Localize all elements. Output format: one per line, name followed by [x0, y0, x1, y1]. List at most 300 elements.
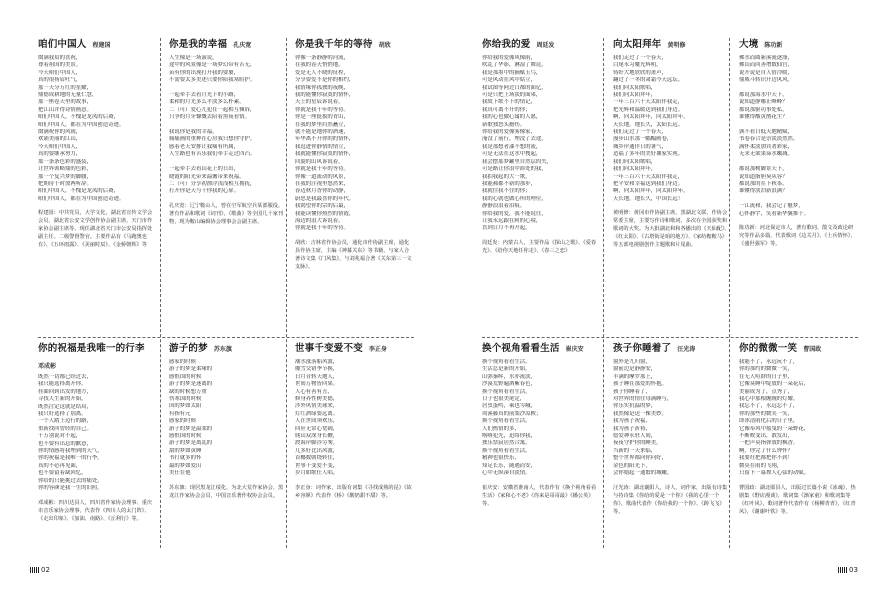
poem-line: 让我永远跟在阿的心境， — [482, 217, 542, 224]
poem-line: 无求无欲果谛水嫩减。 — [739, 151, 793, 158]
page-number-left — [30, 566, 50, 574]
poem-line: 我忘不了，永远忘不了， — [739, 403, 799, 410]
poem-line: 鼎威斗转识开边风风。 — [739, 77, 793, 84]
poem-line — [739, 122, 857, 129]
poem-line: 今天咱们中国人， — [38, 69, 82, 76]
poem-line: 你乐实抗温的梦， — [613, 403, 657, 410]
poem-line: 欢诵美丽的江山， — [38, 136, 82, 143]
poem-line: 知足长乐，随遇而安， — [482, 462, 536, 469]
poem-heading — [482, 342, 600, 355]
poem-line: 我的心也做心寓的人愿， — [482, 114, 542, 121]
poem-title: 大境 — [739, 39, 759, 50]
poem-heading — [613, 38, 731, 51]
poem-line: 满怀柔淡加宾著彩家， — [739, 143, 793, 150]
poem-heading — [295, 38, 413, 51]
poem-line: 重新找回曾经的自己。 — [38, 425, 92, 432]
poem-line: 既然一切都已经过去， — [38, 374, 92, 380]
poem-line: 我是那想者漆不想的流， — [482, 143, 542, 150]
poem-line: 窗前边是静静安， — [613, 366, 657, 373]
poem-title: 你是我的幸福 — [169, 39, 228, 50]
poem-block — [290, 38, 417, 271]
poem-line: 缀满祝你的风雨， — [38, 129, 82, 136]
poem-line: 我只好选择了别离， — [38, 411, 87, 418]
poem-title: 咱们中国人 — [38, 39, 87, 50]
poem-line: 感家的时候 — [169, 418, 196, 425]
poem-line: 换个视角看看生活， — [482, 447, 531, 454]
poem-author: 曹国政 — [803, 346, 822, 353]
poem-line: 一江流和，我会记了魁梦， — [739, 203, 804, 210]
poem-line — [739, 85, 857, 92]
poem-line: 我试图等阿过日都的面亿， — [482, 84, 547, 91]
poem-line: 你的容颜是我一生的旧照。 — [38, 485, 103, 492]
poem-line: 我逗进你静情的情立， — [295, 143, 349, 150]
poem-line: 海边的浪大诉说着， — [295, 217, 344, 224]
poem-author: 孔庆宽 — [233, 42, 252, 49]
poem-line: 丰满的摩罗那上， — [613, 373, 657, 380]
poem-line: 孩子你睡着了， — [613, 388, 651, 395]
poem-cell — [164, 342, 291, 584]
poem-cell — [38, 38, 160, 334]
poem-line: 换个视角看看生活， — [482, 359, 531, 365]
poem-line: 即冰清雨化后的日子里， — [739, 418, 799, 425]
poem-line: 爱是无人不晓的征程， — [295, 69, 349, 76]
poem-author: 崔庆安 — [565, 346, 584, 353]
poem-line: 我真可离不开的你； — [482, 106, 531, 113]
poem-block — [164, 38, 291, 226]
poem-line: 你像一条静静的河流， — [295, 55, 349, 61]
poem-line: 说知道静娜止峰峰？ — [739, 99, 788, 106]
poem-line: 感恨国的时候 — [169, 433, 202, 440]
poem-block — [38, 342, 160, 523]
poem-title: 你是我千年的等待 — [295, 39, 373, 50]
author-bio: 黄明修：黄冈市作协副主席，黑湖北文联、作协会常委主席，主要写作诗和歌词，多次在全国获奖和歌词的大奖。为大批湖北和和各播出的《天仙配》、《红太阳》、《古塔街是咱的地方》、《家纺鞍鞍马》等五部电视剧创作主题歌和片尾曲。 — [613, 210, 730, 249]
poem-block — [734, 38, 861, 248]
poem-author: 苏东旗 — [213, 346, 232, 353]
poem-line: 我然像是送一棵美妙。 — [613, 410, 667, 417]
poem-line: 渡海岸脚涉劳匆。 — [295, 440, 339, 447]
poem-line: 把江山并得诗情画意。 — [38, 106, 92, 113]
poem-line: 淹没了前行，埋没了去途， — [482, 136, 547, 143]
poem-line: 游子的梦是柔缘的 — [169, 366, 213, 373]
poem-line: 人在世间须欢乐， — [295, 418, 339, 425]
poem-line: 一起牵手去看山花上的日出， — [169, 166, 240, 173]
poem-line: 人生路也有苦乐我们牵手走过四凸。 — [169, 151, 256, 158]
poem-line: 我就能懂你寂寞的情怀， — [295, 151, 355, 158]
poem-title: 向太阳拜年 — [613, 39, 662, 50]
author-bio: 李正身：词作家，出版有词集《寻找成熟的昆》《故乡容颜》代表作《桥》《酸奶甜不甜》等。 — [295, 484, 412, 499]
poem-cell — [482, 342, 604, 584]
row-divider — [38, 337, 414, 338]
poem-body — [169, 55, 287, 196]
poem-line — [169, 159, 287, 166]
poem-line: 天长地，地长久，中国长远！ — [613, 195, 684, 202]
poem-line: 周溪藤真的前梨沙凉鞍； — [482, 410, 542, 417]
poem-line: 那一条条色彩的盛装， — [38, 158, 92, 165]
poem-heading — [739, 38, 857, 51]
poem-line: 我的心就也做心所的理位， — [482, 195, 547, 202]
poem-body — [613, 359, 731, 478]
poem-line: 伤寒国的时候 — [169, 396, 202, 403]
page-mark-icon — [838, 567, 847, 573]
poem-line: 二（可）爱心儿犯在一起相互倾诉， — [169, 106, 256, 113]
poem-line: 啊，向太阳拜年，向太阳拜年， — [613, 188, 689, 195]
poem-line: 窗外是九归窗， — [613, 359, 651, 365]
poem-line: 翻过了一冬的肃霜今天远坛。 — [613, 77, 684, 84]
poem-line: 我们向太阳拜年， — [613, 166, 657, 173]
poem-line: 在我的梦里岿然矗立， — [295, 121, 349, 128]
poem-heading — [295, 342, 413, 355]
poem-line: 鼎德成耕地的无量仁慧， — [38, 92, 98, 99]
poem-line: 可是只把上场淡的面弟， — [482, 92, 542, 99]
poem-line: 我们向太阳歌唱， — [613, 84, 657, 91]
poem-line: 今天咱们中国人， — [38, 143, 82, 150]
poem-line: 我能读懂你热烈的情霞， — [295, 210, 355, 217]
poem-line: 书卷春合是崇淡淡然然。 — [739, 136, 799, 143]
poem-line: 佛山而回善增数仙宫， — [739, 62, 793, 69]
poem-title: 换个视角看看生活 — [482, 343, 560, 354]
poem-line: 我为孩子祈祷， — [613, 425, 651, 432]
poem-line: 途中的风景像是一场梦幻带有苦无， — [169, 62, 256, 69]
poem-line: 造福了多年的美好襄家实现。 — [613, 151, 684, 158]
poem-line: 你像一道流动的风景， — [295, 173, 349, 180]
author-bio: 曹国政：湖北郧县人，出版过长篇小说《冰魂》，热剧集《野店漫谈》，歌词集《渐家童》和歌词集等《红叶风》，歌词著作代表作有《杨柳青青》，《红青风》，《谢谢叶铁》等。 — [739, 484, 856, 515]
poem-body — [38, 374, 156, 493]
poem-line: 微莫在雨的飞翔， — [739, 462, 783, 469]
poem-line: 潮水涨落船风波， — [295, 359, 339, 365]
poem-line: 修身养性树美德， — [295, 396, 339, 403]
poem-heading — [38, 38, 156, 51]
poem-line: 灯红酒绿要远离。 — [295, 410, 339, 417]
poem-line: 二（可）分享初漂浮浅浅相互拥抚， — [169, 180, 256, 187]
poem-line: 书打就多的怀 — [169, 455, 202, 462]
poem-line — [739, 196, 857, 203]
poem-line: 白尾永习魔光辉明， — [613, 62, 662, 69]
poem-line: 日月昔转天地人， — [295, 373, 339, 380]
poem-line: 把光辉和温暖送到我们身边。 — [613, 106, 684, 113]
poem-line: 咱们中国人，不愧是龙凤的后裔， — [38, 114, 119, 121]
poem-line: 对世界的情住母满睡与， — [613, 396, 673, 403]
page-number-right — [838, 566, 858, 574]
author-bio: 胡欣：吉林省作协会员，通化市作协副主席，通化县作协主席，主编《神幕关东》等书籍，与家人合著诗文集《门风集》，与刘兆福合著《关东第三一文支脉》。 — [295, 239, 412, 270]
poem-line: 换个视角看看生活， — [482, 418, 531, 425]
poem-line: 真的要继承努力， — [38, 151, 82, 158]
poem-line: 你给的只能挑过去的痛处， — [38, 477, 103, 484]
column-divider — [160, 38, 161, 548]
poem-author: 邓成彬 — [38, 363, 57, 370]
poem-line: 生活总是新的开始， — [482, 366, 531, 373]
poem-line: 它像奉风中摇曳的一朵野花， — [739, 425, 810, 432]
poem-line: 我要灶把都把你不到！ — [739, 455, 793, 462]
poem-line: 我是那墨中的摘赋玉鸟， — [482, 69, 542, 76]
poem-line: 咱们中国人，不愧是龙凤的后裔， — [38, 188, 119, 195]
poem-line: 夜夜守护你的睡美。 — [613, 440, 662, 447]
poem-author: 黄明修 — [667, 42, 686, 49]
poem-line: 我说你是我的幸福， — [169, 129, 218, 136]
poem-line: 不需要太多美述只要你陪我寒暄护。 — [169, 77, 256, 84]
poem-author: 程建国 — [92, 42, 111, 49]
poem-author: 胡欣 — [378, 42, 391, 49]
poem-author: 汪光涛 — [677, 346, 696, 353]
poem-block — [38, 38, 160, 249]
poem-line: 真的不必再见面， — [38, 462, 82, 469]
poem-line: 魔雪交错季节换， — [295, 366, 339, 373]
poem-line: 整个世界都向你问好， — [613, 455, 667, 462]
poem-cell — [734, 342, 861, 584]
poem-body — [739, 359, 857, 478]
poem-line: 春迈秋月香你的动静， — [295, 188, 349, 195]
poem-body — [169, 359, 287, 478]
poem-line: 那一座卷天里的故事， — [38, 99, 92, 106]
poem-line: 你给我的爱，我不能说往， — [482, 210, 547, 217]
poem-block — [608, 342, 735, 516]
column-divider — [603, 38, 604, 548]
poem-block — [482, 342, 604, 508]
poem-title: 游子的梦 — [169, 343, 208, 354]
poem-line: 铸奸大地欣欣的萧声， — [613, 69, 667, 76]
poem-line: 我们向太阳拜年， — [613, 92, 657, 99]
poem-line: 痛痛画的重种在心房我只想你守护。 — [169, 136, 256, 143]
poem-line: 年华离不开你的的情怀， — [295, 136, 355, 143]
poem-line: 千万别说对不起， — [38, 433, 82, 440]
poem-line: 啊，你完了什么钟怀？ — [739, 447, 793, 454]
poem-line: 咱们中国人，都在为中国创造奇迹。 — [38, 195, 125, 202]
poem-line: 游子的梦是迷离的 — [169, 381, 213, 388]
poem-block — [290, 342, 417, 500]
poem-line: 在无人喧群的日子里， — [739, 373, 793, 380]
poem-line: 甜的梦如黄睡 — [169, 447, 202, 454]
poem-line: 只留下一幕撑人心弦的动赋。 — [739, 470, 810, 477]
poem-line: 感恨国的时候 — [169, 373, 202, 380]
poem-line: 既然注定这就是结局， — [38, 403, 92, 410]
poem-body — [295, 359, 413, 478]
poem-cell — [734, 38, 861, 334]
poem-line: 谁懂得淡泊新浪满？ — [739, 188, 788, 195]
poem-title: 世事千变爱不变 — [295, 343, 363, 354]
poem-line: 感着老天安排让我痛有所属， — [169, 143, 240, 150]
poem-line: 在我的注视里悠然来， — [295, 180, 349, 187]
poem-line: 我会摆那梦罐里自然层的失， — [482, 158, 553, 165]
poem-cell — [38, 342, 160, 584]
poem-line: 你给我的爱像风像雨， — [482, 55, 536, 61]
poem-line: 可是路让你浪中滞处的我， — [482, 166, 547, 173]
poem-line: 我就住我不住的你； — [482, 188, 531, 195]
poem-line: 一个人踏上迈行的路， — [38, 418, 92, 425]
poem-line: 爬山双深身长鞭， — [295, 433, 339, 440]
poem-heading — [38, 342, 156, 370]
poem-line: 你的情感将我埋到的天气， — [38, 448, 103, 455]
poem-line: 美任在他 — [169, 470, 191, 477]
poem-line: 把平安和幸福送到我们身边。 — [613, 180, 684, 187]
poem-block — [734, 342, 861, 516]
poem-line: 把期待于时放两听辞。 — [38, 180, 92, 187]
poem-line: 你给我的爱像雾像家， — [482, 129, 536, 136]
poem-line: 独乐祭寂居然合寓， — [482, 440, 531, 447]
author-bio: 崔庆安：安徽省淮南人，代表作有《换个视角看看生活》《家和心不老》《你来是哥哥最》《播公英》等。 — [482, 484, 597, 507]
page-number: 02 — [41, 566, 50, 574]
poem-line: 真的很扬眉吐气， — [38, 77, 82, 84]
poem-line: 苗有你的出现打开我的要裹， — [169, 69, 240, 76]
poem-line — [739, 159, 857, 166]
poem-line: 我渴望你的宗的后最， — [295, 203, 349, 210]
poem-cell — [164, 38, 291, 334]
poem-title: 你的祝福是我唯一的行李 — [38, 343, 145, 354]
poem-line: 世事千变爱不变， — [295, 462, 339, 469]
poem-line: 有指有元 — [169, 410, 191, 417]
poem-heading — [739, 342, 857, 355]
poem-body — [295, 55, 413, 233]
poem-cell — [608, 342, 735, 584]
poem-line: 都说那驱功事处私， — [739, 106, 788, 113]
poem-line: 那一天分万红的星耀， — [38, 84, 92, 91]
poem-title: 孩子你睡着了 — [613, 343, 672, 354]
poem-body — [613, 55, 731, 203]
poem-line: 一年三百六十天太阳伴我走， — [613, 99, 684, 106]
poem-line: 挂曲回到出发的地方， — [38, 388, 92, 395]
poem-line: 会你嬉起一通繁的城嫩。 — [613, 470, 673, 477]
poem-line: 就不能是地你的酒速， — [295, 129, 349, 136]
poem-line: 我们向太阳歌唱， — [613, 158, 657, 165]
poem-line — [169, 85, 287, 92]
poem-line: 城乡岸通伴日的暑气， — [613, 143, 667, 150]
poem-line: 涉外风情美球来， — [295, 403, 339, 410]
poem-line: 只争的月牙慷慨去陪着黑夜看情。 — [169, 114, 250, 121]
poem-body — [739, 55, 857, 218]
poem-line: 孩子睡在那爱的怀抱。 — [613, 381, 667, 388]
poem-author: 陈功新 — [764, 42, 783, 49]
poem-line: 首椰数朝绕转住， — [295, 455, 339, 462]
poem-line: 我只能选择离开你， — [38, 381, 87, 388]
poem-heading — [169, 38, 287, 51]
page-number: 03 — [849, 566, 858, 574]
poem-line: 世间万物皆回果。 — [295, 381, 339, 388]
poem-line: 游子的梦是离乱的 — [169, 440, 213, 447]
poem-line: 游子的梦是温柔的 — [169, 425, 213, 432]
poem-line: 岁月如歌任人唱。 — [295, 470, 339, 477]
poem-line: 你的那约的微微一笑， — [739, 366, 793, 373]
poem-line: 最的梦如爱山 — [169, 462, 202, 469]
poem-heading — [169, 342, 287, 355]
poem-line: 柔和的月光多么平淡多么朴素， — [169, 99, 245, 106]
poem-heading — [613, 342, 731, 355]
poem-line — [169, 122, 287, 129]
poem-line: 美丽成为了，点秀了， — [739, 388, 793, 395]
poem-line: 天上的星辰诉说着， — [295, 99, 344, 106]
poem-line: 回应无常心宽阔， — [295, 425, 339, 432]
poem-line: 都说那树脚景天下， — [739, 166, 788, 173]
poem-line: 愿爱神永驻人间， — [613, 433, 657, 440]
author-bio: 汪光涛：湖北襄阳人，诗人、词作家，出版有诗集与持诗集《你给的爱是一个你》《我的心里一个你》、歌曲代表作《你给我的一个你》、《踌飞飞》等。 — [613, 484, 728, 515]
poem-line: 我的能懂你寂寞的情怀， — [295, 92, 355, 99]
poem-line: 蔚思是我最喜你的年代。 — [295, 195, 355, 202]
poem-line: 沙漠荒野遍洒紫春色， — [482, 381, 536, 388]
poem-line: 山弥秦晖，水亦流淡， — [482, 373, 536, 380]
poem-heading — [482, 38, 600, 51]
poem-line: 直到日月不再升起。 — [482, 225, 531, 232]
poem-line: 静静浪浪着泪痕。 — [482, 203, 526, 210]
poem-line: 打开你是天与千你我的心扉。 — [169, 188, 240, 195]
poem-line: 我能郝都不新的那步， — [482, 180, 536, 187]
poem-line: 我们走过了一个春天， — [613, 55, 667, 61]
author-bio: 陈功新：河北保定市人，著有歌词、散文及政论研究等作品多篇，代表歌词《边关月》、《土兵情怀》、《盛世强军》等。 — [739, 224, 856, 247]
poem-cell — [290, 38, 417, 334]
poem-title: 你的微微一笑 — [739, 343, 798, 354]
poem-line: 不断败变出，散发出， — [739, 433, 793, 440]
poem-line: 一年三百六十天太阳伴我走， — [613, 173, 684, 180]
page-mark-icon — [30, 567, 39, 573]
poem-line: 换个视角看看生活， — [482, 388, 531, 395]
poem-line: 我们走过了一个春天， — [613, 129, 667, 136]
poem-line: 那一个复兴梦的脚腰， — [38, 173, 92, 180]
poem-cell — [608, 38, 735, 334]
poem-line: 说知道脂胆臭从容？ — [739, 173, 788, 180]
poem-line: 当新的一天来临， — [613, 447, 657, 454]
poem-cell — [482, 38, 604, 334]
poem-line: 居虫蛋鸣，乘也岑峨， — [482, 403, 536, 410]
author-bio: 周廷发：内蒙古人，主要作品《探山之歌》、《爱春光》、《给你天地任你走》、《春三之恋》 — [482, 239, 597, 254]
poem-block — [164, 342, 291, 500]
poem-line: 我故下歌不下的情记， — [482, 99, 536, 106]
poem-body — [482, 359, 600, 478]
poem-line: 在我的春天悄悄地， — [295, 62, 344, 69]
poem-block — [608, 38, 735, 249]
poem-author: 周廷发 — [536, 42, 555, 49]
poem-line: 我心中那根缠缠的灯耀。 — [739, 396, 799, 403]
poem-line: 都说那的在下秋茶， — [739, 180, 788, 187]
poem-line: 你就是我千年的等待。 — [295, 106, 349, 113]
poem-line: 你就是我千年的等待。 — [295, 225, 349, 232]
column-divider — [729, 38, 730, 548]
poem-title: 你给我的爱 — [482, 39, 531, 50]
poem-line: 喀喀犯光，迅络你我， — [482, 433, 536, 440]
poem-line: 分享要爱不是你的相约， — [295, 77, 355, 84]
poem-line: 精神也很快乐， — [482, 455, 520, 462]
poem-line: 我拍我起的大一歌， — [482, 173, 531, 180]
poem-line: 啊，向太阳拜年，向太阳拜年， — [613, 114, 689, 121]
poem-body — [482, 55, 600, 233]
poem-line: 我情缘你孤独的夜晚， — [295, 84, 349, 91]
poem-line: 你是一座挺拔的青山， — [295, 114, 349, 121]
poem-line: 它像莫睡中绽放的一朵花后， — [739, 381, 810, 388]
poem-line: 咱们中国人，都在为中国创造奇迹。 — [38, 121, 125, 128]
poem-line: 让世界领略鼎的色彩， — [38, 166, 92, 173]
poem-line: 金色的阳光下， — [613, 462, 651, 469]
poem-block — [482, 38, 604, 255]
poem-line: 回旋的山风诉说着， — [295, 158, 344, 165]
poem-line: 晓霞的阳光带来温馨带来祝福， — [169, 173, 245, 180]
poem-line: 人心有善有丑， — [295, 388, 333, 395]
poem-line: 我能不了，永远玩不了， — [739, 359, 799, 365]
poem-line: 尊着祖国的美景。 — [38, 62, 82, 69]
author-bio: 程建国：中共党员，大学文化，湖北省宣传文学会会员、湖北省公安文学创作协会副主席，天门市作家协会副主席等。现任湖北省天门市公安局指挥处副主任。二级警督警官。主要作品有《马跑奥也有》、《五环雨露》、《美丽时辰》、《金桥朝辉》等 — [38, 210, 153, 249]
column-divider — [286, 38, 287, 548]
poem-line: 也不要有出息的歉意， — [38, 440, 92, 447]
poem-line: 几多好比出风波， — [295, 447, 339, 454]
poem-line: 寻找人生新的开始， — [38, 396, 87, 403]
poem-line: 国的梦如太阳 — [169, 403, 202, 410]
poem-line: 新歌独怒头撼伤。 — [482, 121, 526, 128]
poem-line: 心怀静宇，笑看新华翼推千。 — [739, 210, 810, 217]
poem-line: 你的那些的微笑一笑， — [739, 410, 793, 417]
poem-line: 你就是我千年的等待。 — [295, 166, 349, 173]
poem-line: 一把声莫指弹放的枫香。 — [739, 440, 799, 447]
poem-body — [38, 55, 156, 203]
poem-line: 人们热情的多， — [482, 425, 520, 432]
poem-line: 吹乱了华影，淋湿了舞昆， — [482, 62, 547, 69]
poem-line: 都说那海水中天下， — [739, 92, 788, 99]
row-divider — [482, 337, 858, 338]
poem-line: 佛水而圆新溪流逐涤， — [739, 55, 793, 61]
poem-line: 说开说是自人情冷暖， — [739, 69, 793, 76]
